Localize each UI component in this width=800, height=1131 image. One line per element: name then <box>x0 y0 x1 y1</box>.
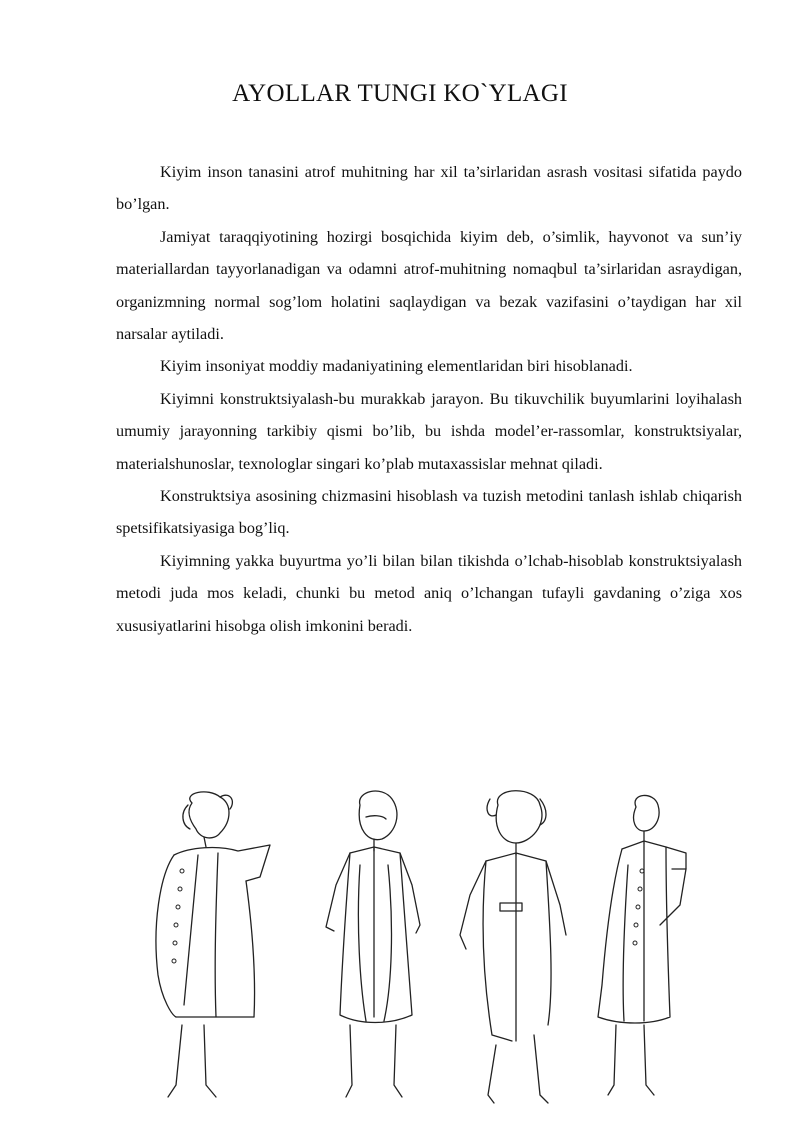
dress-figure-2 <box>326 791 420 1097</box>
paragraph: Konstruktsiya asosining chizmasini hisoblash va tuzish metodini tanlash ishlab chiqarish spetsifikatsiyasiga bog’liq. <box>116 487 742 538</box>
body-text <box>116 156 742 642</box>
paragraph: Kiyimni konstruktsiyalash-bu murakkab jarayon. Bu tikuvchilik buyumlarini loyihalash umumiy jarayonning tarkibiy qismi bo’lib, bu ishda model’er-rassomlar, konstruktsiyalar, materialshunoslar, texnologlar singari ko’plab mutaxassislar mehnat qiladi. <box>116 389 742 473</box>
paragraph: Kiyimning yakka buyurtma yo’li bilan bilan tikishda o’lchab-hisoblab konstruktsiyalash metodi juda mos keladi, chunki bu metod aniq o’lchangan tufayli gavdaning o’ziga xos xususiyatlarini hisobga olish imkonini beradi. <box>116 551 742 635</box>
paragraph: Kiyim insoniyat moddiy madaniyatining elementlaridan biri hisoblanadi. <box>160 357 633 376</box>
dress-figure-1 <box>156 792 270 1097</box>
dress-sketches <box>120 785 710 1115</box>
page-title: AYOLLAR TUNGI KO`YLAGI <box>232 80 568 107</box>
fashion-illustration <box>120 785 710 1115</box>
dress-figure-3 <box>460 791 566 1103</box>
paragraph: Kiyim inson tanasini atrof muhitning har xil ta’sirlaridan asrash vositasi sifatida paydo bo’lgan. <box>116 163 742 214</box>
paragraph: Jamiyat taraqqiyotining hozirgi bosqichida kiyim deb, o’simlik, hayvonot va sun’iy materiallardan tayyorlanadigan va odamni atrof-muhitning nomaqbul ta’sirlaridan asraydigan, organizmning normal sog’lom holatini saqlaydigan va bezak vazifasini o’taydigan har xil narsalar aytiladi. <box>116 227 742 344</box>
dress-figure-4 <box>598 795 686 1095</box>
